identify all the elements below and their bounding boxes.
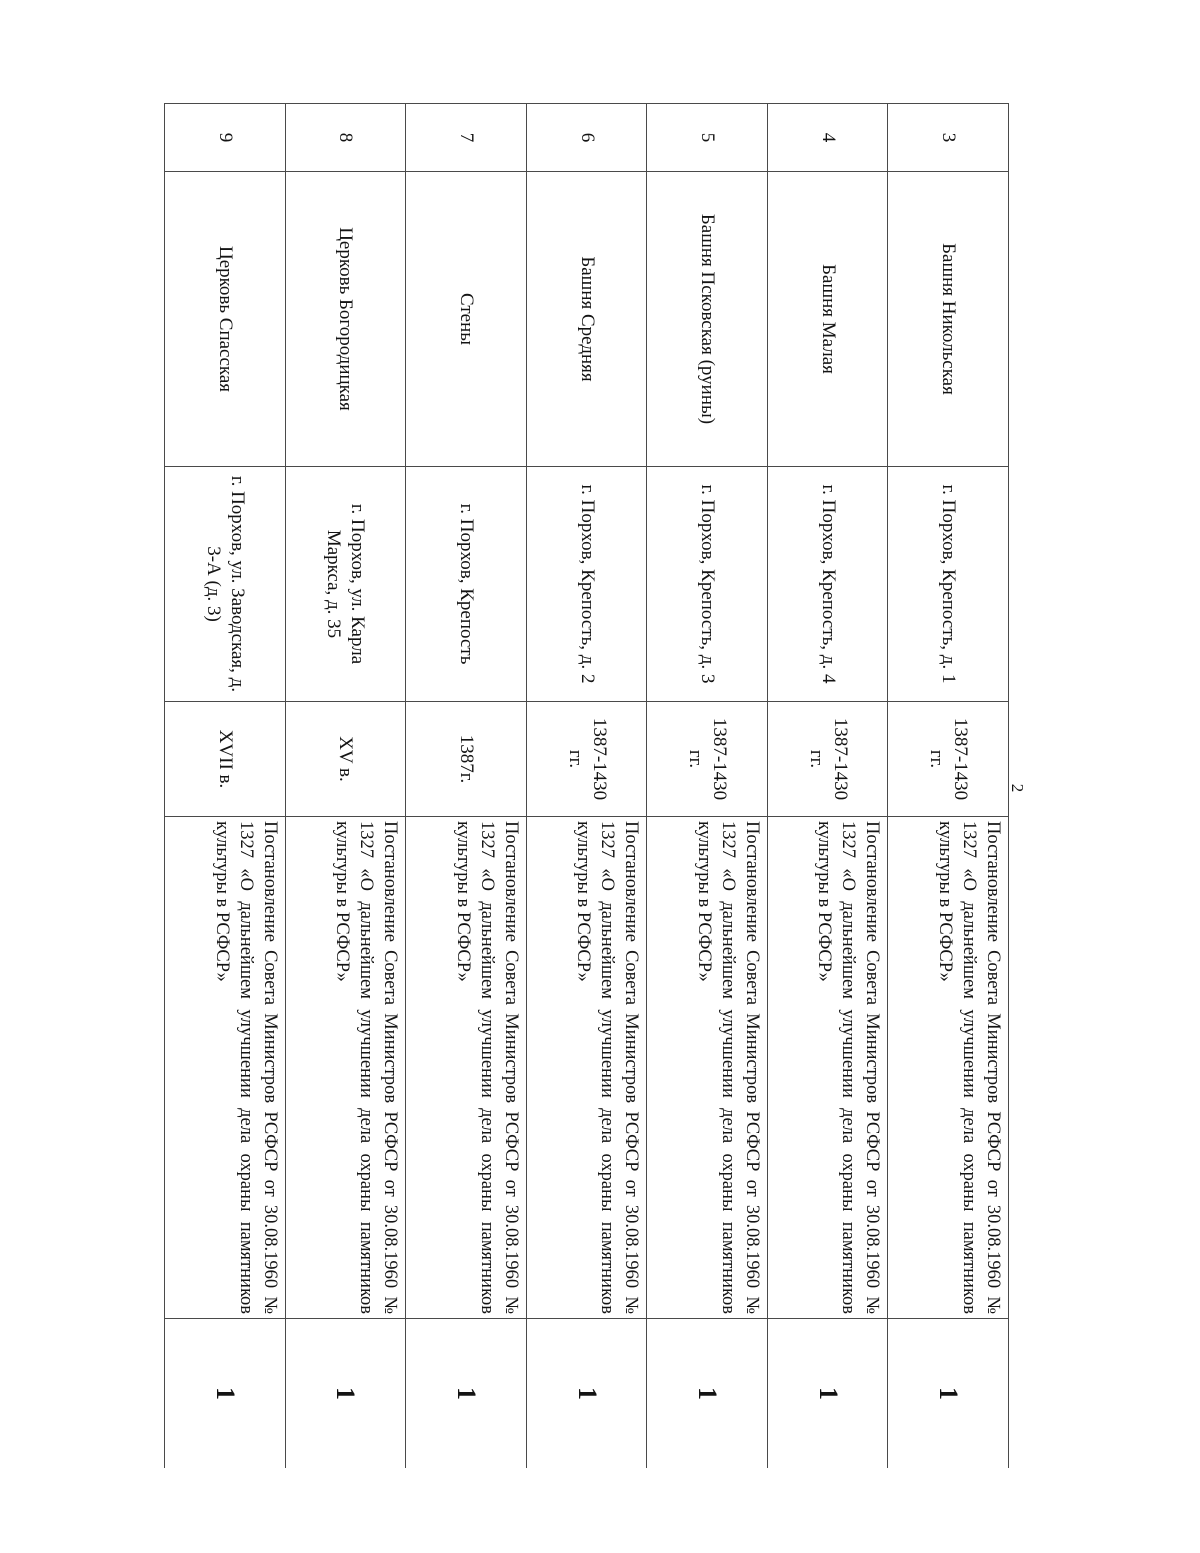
cell-monument-name: Церковь Спасская: [165, 172, 286, 467]
cell-category: 1: [767, 1319, 888, 1469]
table-row: [406, 104, 527, 1469]
register-body: [165, 104, 1009, 1469]
cell-decree: Постановление Совета Министров РСФСР от 30.08.1960 № 1327 «О дальнейшем улучшении дела охраны памятников культуры в РСФСР»: [165, 817, 286, 1319]
cell-address: г. Порхов, ул. Заводская, д. 3-А (д. 3): [165, 467, 286, 702]
cell-number: 8: [285, 104, 406, 172]
cell-category: 1: [647, 1319, 768, 1469]
cell-monument-name: Стены: [406, 172, 527, 467]
cell-dating: 1387-1430 гг.: [888, 702, 1009, 817]
cell-dating: 1387-1430 гг.: [526, 702, 647, 817]
cell-number: 5: [647, 104, 768, 172]
register-table-rotated: [164, 103, 1009, 1468]
cell-decree: Постановление Совета Министров РСФСР от 30.08.1960 № 1327 «О дальнейшем улучшении дела охраны памятников культуры в РСФСР»: [647, 817, 768, 1319]
cell-address: г. Порхов, Крепость, д. 4: [767, 467, 888, 702]
cell-monument-name: Башня Малая: [767, 172, 888, 467]
table-row: [526, 104, 647, 1469]
cell-dating: 1387г.: [406, 702, 527, 817]
cell-category: 1: [285, 1319, 406, 1469]
page-number: 2: [1008, 783, 1027, 793]
cell-address: г. Порхов, Крепость, д. 2: [526, 467, 647, 702]
cell-number: 7: [406, 104, 527, 172]
cell-monument-name: Церковь Богородицкая: [285, 172, 406, 467]
cell-number: 9: [165, 104, 286, 172]
cell-category: 1: [165, 1319, 286, 1469]
cell-address: г. Порхов, Крепость, д. 1: [888, 467, 1009, 702]
cell-number: 4: [767, 104, 888, 172]
cell-dating: XV в.: [285, 702, 406, 817]
cell-dating: XVII в.: [165, 702, 286, 817]
cell-number: 6: [526, 104, 647, 172]
cell-monument-name: Башня Средняя: [526, 172, 647, 467]
cell-address: г. Порхов, Крепость: [406, 467, 527, 702]
cell-monument-name: Башня Никольская: [888, 172, 1009, 467]
cell-address: г. Порхов, Крепость, д. 3: [647, 467, 768, 702]
table-row: [285, 104, 406, 1469]
register-table-frame: [164, 103, 1009, 1468]
cell-dating: 1387-1430 гг.: [647, 702, 768, 817]
cell-decree: Постановление Совета Министров РСФСР от 30.08.1960 № 1327 «О дальнейшем улучшении дела охраны памятников культуры в РСФСР»: [406, 817, 527, 1319]
cell-monument-name: Башня Псковская (руины): [647, 172, 768, 467]
cell-category: 1: [406, 1319, 527, 1469]
cell-number: 3: [888, 104, 1009, 172]
cell-address: г. Порхов, ул. Карла Маркса, д. 35: [285, 467, 406, 702]
table-row: [888, 104, 1009, 1469]
cell-decree: Постановление Совета Министров РСФСР от 30.08.1960 № 1327 «О дальнейшем улучшении дела охраны памятников культуры в РСФСР»: [285, 817, 406, 1319]
heritage-register-table: [164, 103, 1009, 1468]
cell-category: 1: [526, 1319, 647, 1469]
cell-decree: Постановление Совета Министров РСФСР от 30.08.1960 № 1327 «О дальнейшем улучшении дела охраны памятников культуры в РСФСР»: [888, 817, 1009, 1319]
table-row: [647, 104, 768, 1469]
cell-category: 1: [888, 1319, 1009, 1469]
cell-decree: Постановление Совета Министров РСФСР от 30.08.1960 № 1327 «О дальнейшем улучшении дела охраны памятников культуры в РСФСР»: [526, 817, 647, 1319]
table-row: [767, 104, 888, 1469]
cell-decree: Постановление Совета Министров РСФСР от 30.08.1960 № 1327 «О дальнейшем улучшении дела охраны памятников культуры в РСФСР»: [767, 817, 888, 1319]
table-row: [165, 104, 286, 1469]
cell-dating: 1387-1430 гг.: [767, 702, 888, 817]
